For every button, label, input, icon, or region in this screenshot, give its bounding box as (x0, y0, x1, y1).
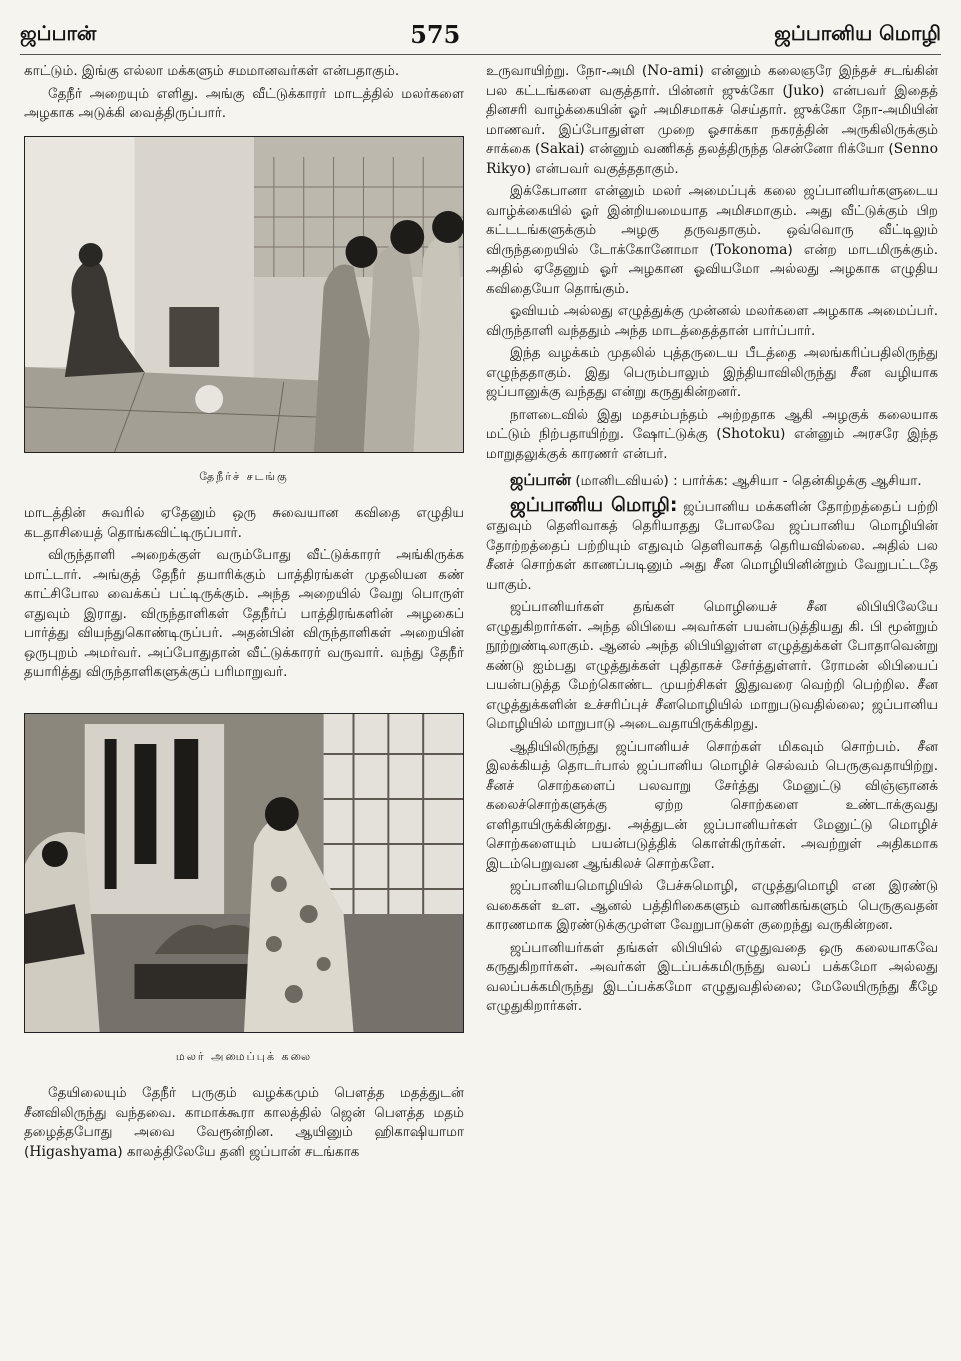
paragraph: காட்டும். இங்கு எல்லா மக்களும் சமமானவர்கள் என்பதாகும். (24, 63, 400, 79)
paragraph: நாளடைவில் இது மதசம்பந்தம் அற்றதாக ஆகி அழகுக் கலையாக மட்டும் நிற்பதாயிற்று. ஷோட்டுக்கு (Shotoku) என்னும் அரசரே இந்த மாறுதலுக்குக் காரணர் என்பர். (486, 406, 938, 462)
entry-japan-anthropology: ஜப்பான் (மானிடவியல்) : பார்க்க: ஆசியா - தென்கிழக்கு ஆசியா. (510, 470, 922, 489)
entry-japanese-language: ஜப்பானிய மொழி: ஜப்பானிய மக்களின் தோற்றத்தைப் பற்றி எதுவும் தெளிவாகத் தெரியாதது போலவே ஜப்பானிய மொழியின் தோற்றத்தைப் பற்றியும் எதுவும் தெளிவாகத் தெரியவில்லை. அதில் பல சீனச் சொற்கள் காணப்படினும் அது சீன மொழியினின்றும் வேறுபட்டதே யாகும். (486, 493, 938, 593)
paragraph: இக்கேபானா என்னும் மலர் அமைப்புக் கலை ஜப்பானியர்களுடைய வாழ்க்கையில் ஓர் இன்றியமையாத அமிசமாகும். அது வீட்டுக்கும் பிற கட்டடங்களுக்கும் அழகு தருவதாகும். ஒவ்வொரு வீட்டிலும் விருந்தறையில் டோக்கோனோமா (Tokonoma) என்ற மாடமிருக்கும். அதில் ஏதேனும் ஓர் அழகான ஓவியமோ அல்லது அழகாக எழுதிய கவிதையோ தொங்கும். (486, 183, 938, 297)
paragraph: இந்த வழக்கம் முதலில் புத்தருடைய பீடத்தை அலங்கரிப்பதிலிருந்து எழுந்ததாகும். இது பெரும்பாலும் இந்தியாவிலிருந்து சீன வழியாக ஜப்பானுக்கு வந்தது என்று கருதுகின்றனர். (486, 345, 938, 400)
photo-caption: மலர் அமைப்புக் கலை (175, 1049, 313, 1063)
running-head-left: ஜப்பான் (20, 20, 97, 45)
paragraph: ஜப்பானியர்கள் தங்கள் மொழியைச் சீன லிபியிலேயே எழுதுகிறார்கள். அந்த லிபியை அவர்கள் பயன்படுத்தியது கி. பி மூன்றும் நூற்றுண்டிலாகும். ஆனல் அந்த லிபியிலுள்ள எழுத்துக்கள் போதாவென்று கண்டு ஐம்பது எழுத்துக்கள் புதிதாகச் சேர்த்துள்ளர். ரோமன் லிபியைப் பயன்படுத்த மேற்கொண்ட முயற்சிகள் இதுவரை வெற்றி பெற்றில. சீன எழுத்துக்களின் உச்சரிப்புச் சீனமொழியில் மாறுபடுவதில்லை; ஜப்பானிய மொழியில் மாறுபாடு அடைவதாயிருக்கிறது. (486, 599, 938, 732)
paragraph: உருவாயிற்று. நோ-அமி (No-ami) என்னும் கலைஞரே இந்தச் சடங்கின் பல கட்டங்களை வகுத்தார். பின்னர் ஜுக்கோ (Juko) என்பவர் இதைத் தினசரி வாழ்க்கையின் ஓர் அமிசமாகச் செய்தார். ஜுக்கோ நோ-அமியின் மாணவர். இப்போதுள்ள முறை ஓசாக்கா நகரத்தின் அருகிலிருக்கும் சாக்கை (Sakai) என்னும் வணிகத் தலத்திருந்த சென்னோ ரிக்யோ (Senno Rikyo) என்பவர் வகுத்ததாகும். (486, 63, 938, 177)
paragraph: தேநீர் அறையும் எளிது. அங்கு வீட்டுக்காரர் மாடத்தில் மலர்களை அழகாக அடுக்கி வைத்திருப்பார். (24, 85, 464, 121)
entry-headword: ஜப்பானிய மொழி: (510, 493, 678, 516)
paragraph: ஓவியம் அல்லது எழுத்துக்கு முன்னல் மலர்களை அழகாக அமைப்பர். விருந்தாளி வந்ததும் அந்த மாடத்தைத்தான் பார்ப்பார். (486, 303, 938, 339)
entry-headword: ஜப்பான் (510, 470, 572, 489)
paragraph: ஜப்பானியமொழியில் பேச்சுமொழி, எழுத்துமொழி என இரண்டு வகைகள் உள. ஆனல் பத்திரிகைகளும் வாணிகங்களும் பெருகுவதன் காரணமாக இரண்டுக்குமுள்ள வேறுபாடுகள் குறைந்து வருகின்றன. (486, 878, 938, 933)
paragraph: மாடத்தின் சுவரில் ஏதேனும் ஒரு சுவையான கவிதை எழுதிய கடதாசியைத் தொங்கவிட்டிருப்பார். (24, 505, 464, 541)
paragraph: ஆதியிலிருந்து ஜப்பானியச் சொற்கள் மிகவும் சொற்பம். சீன இலக்கியத் தொடர்பால் ஜப்பானிய மொழிச் செல்வம் பெருகுவதாயிற்று. சீனச் சொற்களைப் பலவாறு சேர்த்து மேனுட்டு விஞ்ஞானக் கலைச்சொற்களுக்கு ஏற்ற சொற்களை உண்டாக்குவது எளிதாயிருக்கின்றது. அத்துடன் ஜப்பானியர்கள் மேனுட்டு மொழிச் சொற்களையும் பயன்படுத்திக் கொள்கிருர்கள். அவற்றுள் அதிகமாக இடம்பெறுவன ஆங்கிலச் சொற்களே. (486, 738, 938, 872)
flower-arrangement-photo (24, 713, 464, 1033)
page-number: 575 (410, 19, 461, 49)
running-head-right: ஜப்பானிய மொழி (774, 20, 941, 45)
paragraph: விருந்தாளி அறைக்குள் வரும்போது வீட்டுக்காரர் அங்கிருக்க மாட்டார். அங்குத் தேநீர் தயாரிக்கும் பாத்திரங்கள் முதலியன கண் காட்சிபோல வைக்கப் பட்டிருக்கும். அந்த அறையில் வேறு பொருள் எதுவும் இராது. விருந்தாளிகள் தேநீர்ப் பாத்திரங்களின் அழகைப் பார்த்து வியந்துகொண்டிருப்பர். அதன்பின் விருந்தாளிகள் அறையின் ஒருபுறம் அமர்வர். அப்போதுதான் வீட்டுக்காரர் வருவார். வந்து தேநீர் தயாரித்து விருந்தாளிகளுக்குப் பரிமாறுவர். (24, 547, 464, 680)
tea-ceremony-photo (24, 136, 464, 453)
paragraph: தேயிலையும் தேநீர் பருகும் வழக்கமும் பௌத்த மதத்துடன் சீனவிலிருந்து வந்தவை. காமாக்கூரா காலத்தில் ஜென் பௌத்த மதம் தழைத்தபோது அவை வேரூன்றின. ஆயினும் ஹிகாஷியாமா (Higashyama) காலத்திலேயே தனி ஜப்பான் சடங்காக (24, 1085, 464, 1160)
paragraph: ஜப்பானியர்கள் தங்கள் லிபியில் எழுதுவதை ஒரு கலையாகவே கருதுகிறார்கள். அவர்கள் இடப்பக்கமிருந்து வலப் பக்கமோ அல்லது வலப்பக்கமிருந்து இடப்பக்கமோ எழுதுவதில்லை; மேலேயிருந்து கீழே எழுதுகிறார்கள். (486, 939, 938, 1014)
page-header (20, 14, 941, 55)
photo-caption: தேநீர்ச் சடங்கு (199, 469, 289, 483)
right-column (486, 62, 938, 1343)
left-column (24, 62, 464, 1343)
